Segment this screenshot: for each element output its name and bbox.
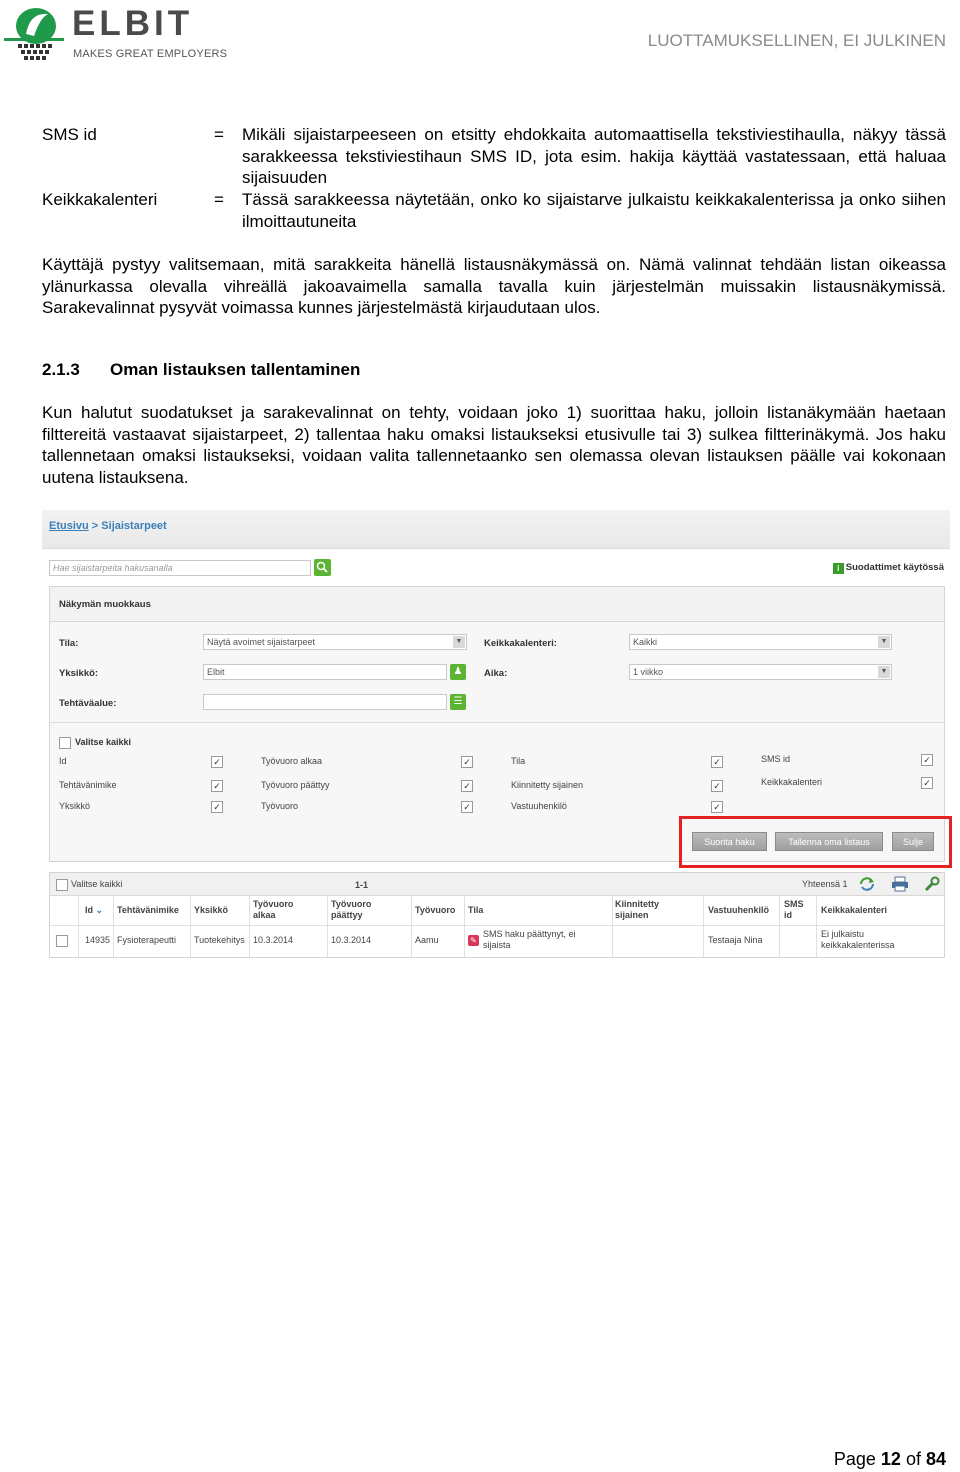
cell-tyovuoro: Aamu (415, 935, 439, 945)
column-option-checkbox[interactable]: ✓ (461, 801, 473, 813)
logo-wordmark: ELBIT (72, 4, 194, 43)
total-count: Yhteensä 1 (802, 879, 848, 889)
cell-vastuu: Testaaja Nina (708, 935, 763, 945)
tehtavaalue-input[interactable] (203, 694, 447, 710)
wrench-icon[interactable] (923, 876, 941, 892)
section-title: Oman listauksen tallentaminen (110, 360, 361, 379)
filters-active-indicator[interactable] (833, 562, 944, 574)
select-all-label: Valitse kaikki (75, 737, 132, 747)
column-option-checkbox[interactable]: ✓ (461, 756, 473, 768)
chevron-down-icon: ▼ (878, 636, 890, 648)
definition-term: SMS id (42, 125, 97, 144)
column-option-label: Vastuuhenkilö (511, 801, 567, 811)
of-word: of (905, 1449, 921, 1469)
definition-term: Keikkakalenteri (42, 190, 158, 209)
cell-id: 14935 (85, 935, 111, 945)
tila-select[interactable]: Näytä avoimet sijaistarpeet ▼ (203, 634, 467, 650)
search-button[interactable] (314, 559, 331, 576)
tehtavaalue-label: Tehtäväalue: (59, 698, 117, 709)
cell-alkaa: 10.3.2014 (253, 935, 294, 945)
definition-equals: = (214, 190, 224, 209)
column-header-yksikko[interactable]: Yksikkö (194, 905, 229, 915)
column-header-id[interactable]: Id ⌄ (85, 905, 104, 915)
aika-label: Aika: (484, 668, 508, 679)
column-header-keikka[interactable]: Keikkakalenteri (821, 905, 888, 915)
cell-nimike: Fysioterapeutti (117, 935, 177, 945)
page-word: Page (833, 1449, 876, 1469)
column-header-paattyy[interactable]: Työvuoro päättyy (331, 899, 372, 920)
column-option-label: Työvuoro alkaa (261, 756, 323, 766)
cell-paattyy: 10.3.2014 (331, 935, 372, 945)
panel-title: Näkymän muokkaus (59, 599, 151, 610)
chevron-down-icon: ▼ (453, 636, 465, 648)
select-all-checkbox[interactable] (59, 737, 71, 749)
task-area-picker-button[interactable] (450, 694, 466, 710)
run-search-button[interactable]: Suorita haku (692, 832, 767, 851)
body-paragraph: Kun halutut suodatukset ja sarakevalinnat on tehty, voidaan joko 1) suorittaa haku, jolloin listanäkymään haetaan filttereitä vastaavat sijaistarpeet, 2) tallentaa haku omaksi listaukseksi etusivulle tai 3) sulkea filtterinäkymä. Jos haku tallennetaan omaksi listaukseksi, voidaan valita tallennetaanko sen olemassa olevan listauksen päälle vai kokonaan uutena listauksena. (42, 403, 946, 487)
cell-yksikko: Tuotekehitys (194, 935, 245, 945)
column-option-checkbox[interactable]: ✓ (711, 756, 723, 768)
breadcrumb (42, 510, 950, 549)
paging-indicator: 1-1 (355, 880, 369, 890)
confidentiality-label: LUOTTAMUKSELLINEN, EI JULKINEN (647, 31, 946, 50)
column-option-label: Tehtävänimike (59, 780, 117, 790)
keikkakalenteri-select[interactable]: Kaikki ▼ (629, 634, 892, 650)
column-option-checkbox[interactable]: ✓ (711, 780, 723, 792)
row-checkbox[interactable] (56, 935, 68, 947)
definition-text: Mikäli sijaistarpeeseen on etsitty ehdokkaita automaattisella tekstiviestihaulla, näkyy tässä sarakkeessa tekstiviestihaun SMS ID, jota esim. hakija käyttää vastatessaan, että haluaa sijaisuuden (242, 125, 946, 187)
aika-select[interactable]: 1 viikko ▼ (629, 664, 892, 680)
breadcrumb-current: Sijaistarpeet (101, 520, 167, 532)
column-option-checkbox[interactable]: ✓ (211, 801, 223, 813)
refresh-icon[interactable] (858, 876, 876, 892)
column-option-checkbox[interactable]: ✓ (211, 780, 223, 792)
breadcrumb-home-link[interactable]: Etusivu (49, 520, 89, 532)
column-header-sms[interactable]: SMS id (784, 899, 804, 920)
filters-active-label: Suodattimet käytössä (845, 562, 944, 573)
table-toolbar (50, 873, 944, 896)
person-icon: ♟ (453, 666, 463, 677)
column-option-checkbox[interactable]: ✓ (921, 777, 933, 789)
yksikko-input[interactable]: Elbit (203, 664, 447, 680)
column-option-checkbox[interactable]: ✓ (461, 780, 473, 792)
elbit-logo (4, 4, 228, 62)
body-paragraph: Käyttäjä pystyy valitsemaan, mitä sarakkeita hänellä listausnäkymässä on. Nämä valinnat tehdään listan oikeassa ylänurkassa olevalla vihreällä jakoavaimella samalla tavalla kuin järjestelmän muissakin listausnäkymissä. Sarakevalinnat pysyvät voimassa kunnes järjestelmästä kirjaudutaan ulos. (42, 255, 946, 317)
sort-down-icon: ⌄ (95, 905, 104, 915)
column-option-label: Työvuoro (261, 801, 299, 811)
page-number: 12 (880, 1449, 901, 1469)
results-table (49, 872, 945, 958)
column-option-checkbox[interactable]: ✓ (711, 801, 723, 813)
column-option-label: Keikkakalenteri (761, 777, 823, 787)
cell-keikka: Ei julkaistu keikkakalenterissa (821, 929, 895, 950)
close-button[interactable]: Sulje (892, 832, 934, 851)
unit-picker-button[interactable] (450, 664, 466, 680)
page-footer (834, 1449, 946, 1470)
sms-status-icon: ✎ (468, 935, 479, 946)
info-icon: i (833, 563, 844, 574)
column-header-alkaa[interactable]: Työvuoro alkaa (253, 899, 294, 920)
section-number: 2.1.3 (42, 360, 80, 379)
table-select-all-checkbox[interactable] (56, 879, 68, 891)
column-option-label: Kiinnitetty sijainen (511, 780, 584, 790)
column-option-label: SMS id (761, 754, 791, 764)
tila-label: Tila: (59, 638, 79, 649)
column-header-vastuu[interactable]: Vastuuhenkilö (708, 905, 770, 915)
yksikko-label: Yksikkö: (59, 668, 99, 679)
search-icon (314, 559, 331, 576)
column-option-label: Yksikkö (59, 801, 91, 811)
column-option-checkbox[interactable]: ✓ (921, 754, 933, 766)
embedded-app-screenshot (42, 510, 950, 960)
column-option-label: Työvuoro päättyy (261, 780, 330, 790)
divider (50, 722, 944, 723)
table-select-all-label: Valitse kaikki (71, 879, 123, 889)
logo-tagline: MAKES GREAT EMPLOYERS (73, 48, 228, 60)
list-icon: ☰ (453, 696, 463, 707)
save-listing-button[interactable]: Tallenna oma listaus (775, 832, 883, 851)
column-header-nimike[interactable]: Tehtävänimike (117, 905, 179, 915)
column-option-label: Tila (511, 756, 526, 766)
column-header-kiinnitetty[interactable]: Kiinnitetty sijainen (615, 899, 659, 920)
chevron-down-icon: ▼ (878, 666, 890, 678)
breadcrumb-separator: > (91, 520, 99, 532)
column-header-tyovuoro[interactable]: Työvuoro (415, 905, 456, 915)
column-option-label: Id (59, 756, 67, 766)
cell-tila: SMS haku päättynyt, ei sijaista (483, 929, 576, 950)
print-icon[interactable] (891, 876, 909, 892)
column-header-tila[interactable]: Tila (468, 905, 484, 915)
column-option-checkbox[interactable]: ✓ (211, 756, 223, 768)
page-total: 84 (925, 1449, 946, 1469)
keikkakalenteri-label: Keikkakalenteri: (484, 638, 557, 649)
logo-mark-icon (4, 4, 68, 62)
search-input[interactable]: Hae sijaistarpeita hakusanalla (49, 560, 311, 576)
definition-equals: = (214, 125, 224, 144)
definition-text: Tässä sarakkeessa näytetään, onko ko sijaistarve julkaistu keikkakalenterissa ja onko siihen ilmoittautuneita (242, 190, 946, 231)
section-heading (42, 360, 360, 380)
